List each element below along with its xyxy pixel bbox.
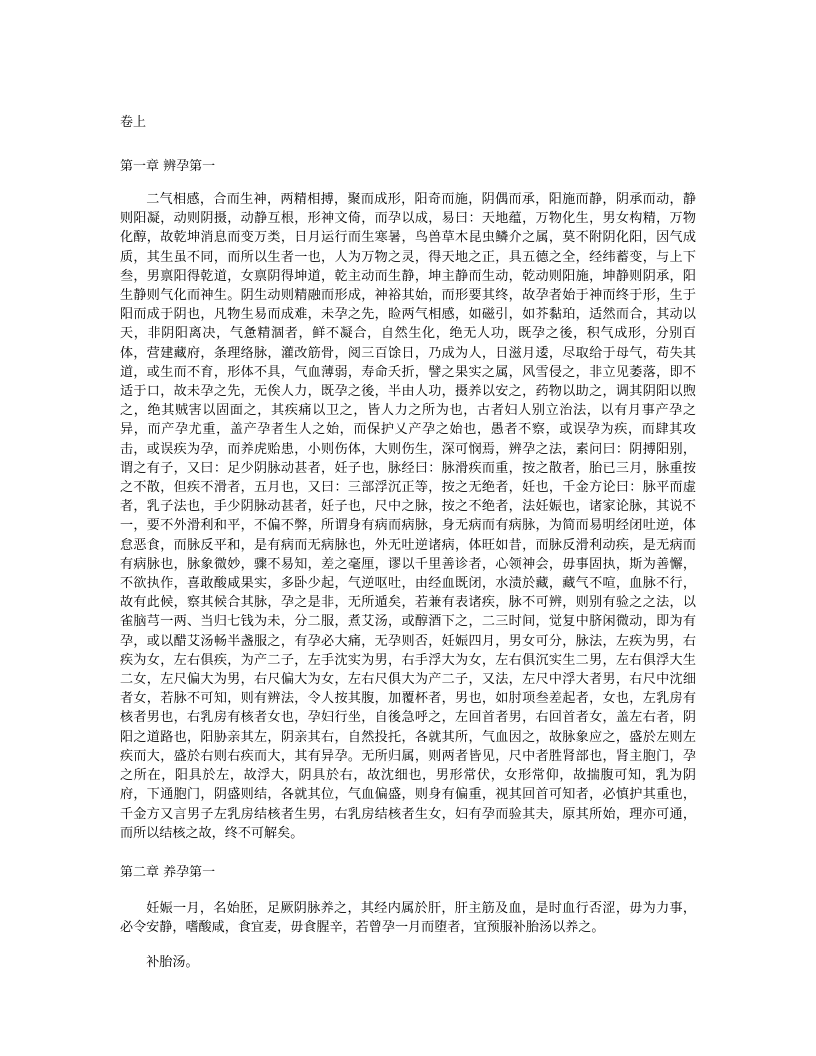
chapter-2 (120, 863, 696, 973)
chapter-2-paragraph-1: 妊娠一月，名始胚，足厥阴脉养之，其经内属於肝，肝主筋及血，是时血行否涩，毋为力事，必令安静，嗜酸咸，食宜麦，毋食腥辛，若曾孕一月而堕者，宜预服补胎汤以养之。 (120, 900, 696, 936)
chapter-2-paragraph-2: 补胎汤。 (146, 955, 199, 971)
chapter-1-title: 第一章 辨孕第一 (120, 159, 216, 174)
chapter-2-title: 第二章 养孕第一 (120, 864, 216, 880)
chapter-1 (120, 157, 696, 843)
volume-title: 卷上 (120, 115, 147, 130)
document-page (120, 113, 696, 973)
chapter-1-paragraph-1: 二气相感，合而生神，两精相搏，聚而成形，阳奇而施，阴偶而承，阳施而静，阴承而动，静则阳凝，动则阴摄，动静互根，形神文倚，而孕以成，易曰：天地蕴，万物化生，男女构精，万物化醇，故乾坤消息而变万类，日月运行而生寒暑，鸟兽草木昆虫鳞介之属，莫不附阴化阳，因气成质，其生虽不同，而所以生者一也，人为万物之灵，得天地之正，具五德之全，经纬蓄变，与上下叁，男禀阳得乾道，女禀阴得坤道，乾主动而生静，坤主静而生动，乾动则阳施，坤静则阴承，阳生静则气化而神生。阴生动则精融而形成，神裕其始，而形要其终，故孕者始于神而终于形，生于阳而成于阴也，凡物生易而成难，未孕之先，睑两气相感，如磁引，如芥黏珀，适然而合，其动以天，非阴阳离决，气惫精涸者，鲜不凝合，自然生化，绝无人功，既孕之後，积气成形，分别百体，营建藏府，条理络脉，灌改筋骨，阅三百馀日，乃成为人，日滋月逶，尽取给于母气，苟失其道，或生而不育，形体不具，气血薄弱，寿命夭折，譬之果实之属，风雪侵之，非立见萎落，即不适于口，故未孕之先，无俟人力，既孕之後，半由人功，摄养以安之，药物以助之，调其阴阳以煦之，绝其贼害以固面之，其疾痛以卫之，皆人力之所为也，古者妇人别立治法，以有月事产孕之异，而产孕尤重，盖产孕者生人之始，而保护乂产孕之始也，愚者不察，或误孕为疾，而肆其攻击，或误疾为孕，而养虎贻患，小则伤体，大则伤生，深可悯焉，辨孕之法，素问曰：阴搏阳别，谓之有子，又曰：足少阴脉动甚者，妊子也，脉经曰：脉滑疾而重，按之散者，胎已三月，脉重按之不散，但疾不滑者，五月也，又曰：三部浮沉正等，按之无绝者，妊也，千金方论曰：脉平而虚者，乳子法也，手少阴脉动甚者，妊子也，尺中之脉，按之不绝者，法妊娠也，诸家论脉，其说不一，要不外滑利和平，不偏不弊，所谓身有病而病脉，身无病而有病脉，为简而易明经闭吐逆，体怠恶食，而脉反平和，是有病而无病脉也，外无吐逆诸病，体旺如昔，而脉反滑利动疾，是无病而有病脉也，脉象微妙，骤不易知，差之毫厘，谬以千里善诊者，心领神会，毋事固执，斯为善懈，不欲执作，喜敢酸咸果实，多卧少起，气逆呕吐，由经血既闭，水渍於藏，藏气不喧，血脉不行，故有此候，察其候合其脉，孕之是非，无所遁矣，若兼有表诸疾，脉不可辨，则别有验之之法，以雀脑芎一两、当归七钱为未，分二服，煮艾汤，或醇酒下之，二三时间，觉复中脐闲微动，即为有孕，或以醋艾汤畅半盏服之，有孕必大痛，无孕则否，妊娠四月，男女可分，脉法，左疾为男，右疾为女，左右俱疾，为产二子，左手沈实为男，右手浮大为女，左右俱沉实生二男，左右俱浮大生二女，左尺偏大为男，右尺偏大为女，左右尺俱大为产二子，又法，左尺中浮大者男，右尺中沈细者女，若脉不可知，则有辨法，令人按其腹，加覆杯者，男也，如肘项叁差起者，女也，左乳房有核者男也，右乳房有核者女也，孕妇行坐，自後急呼之，左回首者男，右回首者女，盖左右者，阴阳之道路也，阳胁亲其左，阴亲其右，自然投托，各就其所，气血因之，故脉象应之，盛於左则左疾而大，盛於右则右疾而大，其有异孕。无所归属，则两者皆见，尺中者胜肾部也，肾主胞门，孕之所在，阳具於左，故浮大，阴具於右，故沈细也，男形常伏，女形常仰，故揣腹可知，乳为阴府，下通胞门，阴盛则结，各就其位，气血偏盛，则身有偏重，视其回首可知者，必慎护其重也，千金方又言男子左乳房结核者生男，右乳房结核者生女，妇有孕而验其夫，原其所始，理亦可通，而所以结核之故，终不可解矣。 (120, 192, 696, 841)
